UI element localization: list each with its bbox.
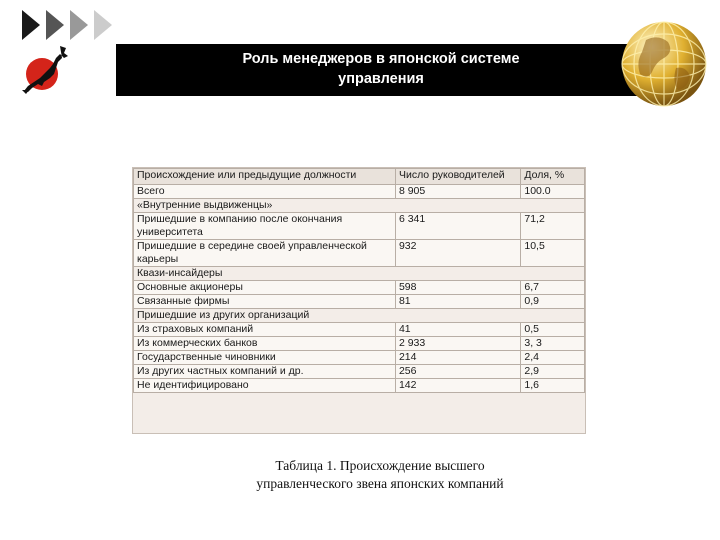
count-cell: 41: [395, 323, 520, 337]
origin-cell: Из коммерческих банков: [134, 337, 396, 351]
table-row: [134, 323, 585, 337]
count-cell: 8 905: [395, 185, 520, 199]
caption-line-1: Таблица 1. Происхождение высшего: [275, 458, 485, 473]
table-row: [134, 185, 585, 199]
section-label: «Внутренние выдвиженцы»: [134, 199, 585, 213]
share-cell: 3, 3: [521, 337, 585, 351]
section-label: Квази-инсайдеры: [134, 267, 585, 281]
origin-cell: Связанные фирмы: [134, 295, 396, 309]
section-label: Пришедшие из других организаций: [134, 309, 585, 323]
origin-cell: Пришедшие в компанию после окончания университета: [134, 213, 396, 240]
table-section-row: [134, 199, 585, 213]
table-row: [134, 351, 585, 365]
slide-title: [116, 44, 646, 96]
table-section-row: [134, 267, 585, 281]
play-arrows-icon: [22, 10, 118, 40]
header-share: Доля, %: [521, 169, 585, 185]
share-cell: 1,6: [521, 379, 585, 393]
share-cell: 2,9: [521, 365, 585, 379]
table-header-row: [134, 169, 585, 185]
count-cell: 932: [395, 240, 520, 267]
caption-line-2: управленческого звена японских компаний: [256, 476, 504, 491]
share-cell: 2,4: [521, 351, 585, 365]
origin-cell: Пришедшие в середине своей управленческой карьеры: [134, 240, 396, 267]
table-caption: [160, 457, 600, 493]
title-line-2: управления: [338, 71, 424, 87]
count-cell: 256: [395, 365, 520, 379]
origin-cell: Не идентифицировано: [134, 379, 396, 393]
count-cell: 598: [395, 281, 520, 295]
origin-cell: Государственные чиновники: [134, 351, 396, 365]
table-row: [134, 295, 585, 309]
count-cell: 2 933: [395, 337, 520, 351]
table-section-row: [134, 309, 585, 323]
count-cell: 142: [395, 379, 520, 393]
count-cell: 214: [395, 351, 520, 365]
count-cell: 81: [395, 295, 520, 309]
share-cell: 0,5: [521, 323, 585, 337]
origin-cell: Основные акционеры: [134, 281, 396, 295]
managers-origin-table: [132, 167, 586, 434]
header-count: Число руководителей: [395, 169, 520, 185]
table-row: [134, 337, 585, 351]
origin-cell: Всего: [134, 185, 396, 199]
title-line-1: Роль менеджеров в японской системе: [242, 51, 520, 67]
origin-cell: Из страховых компаний: [134, 323, 396, 337]
share-cell: 100.0: [521, 185, 585, 199]
table-row: [134, 213, 585, 240]
japan-map-icon: [20, 44, 80, 96]
share-cell: 6,7: [521, 281, 585, 295]
table-row: [134, 365, 585, 379]
count-cell: 6 341: [395, 213, 520, 240]
share-cell: 0,9: [521, 295, 585, 309]
table-row: [134, 240, 585, 267]
share-cell: 10,5: [521, 240, 585, 267]
origin-cell: Из других частных компаний и др.: [134, 365, 396, 379]
header-origin: Происхождение или предыдущие должности: [134, 169, 396, 185]
table-row: [134, 281, 585, 295]
table-row: [134, 379, 585, 393]
golden-globe-icon: [618, 18, 710, 110]
share-cell: 71,2: [521, 213, 585, 240]
